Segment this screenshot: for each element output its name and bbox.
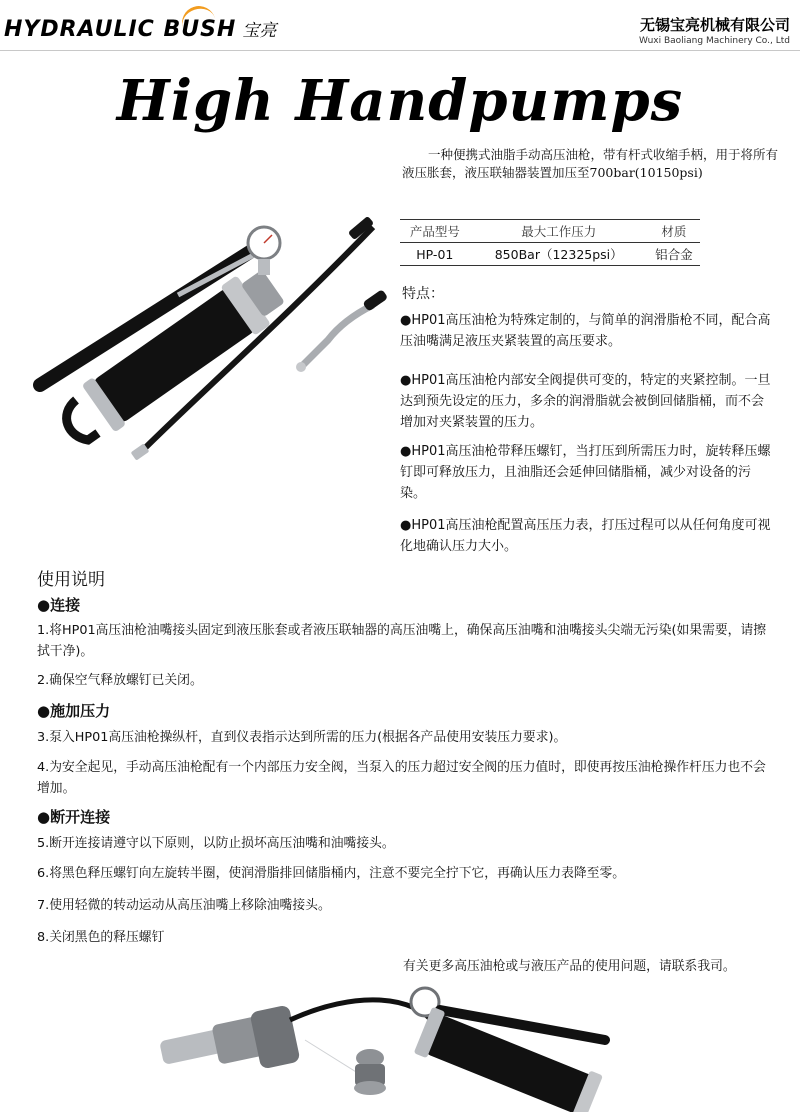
cell-pressure: 850Bar（12325psi） [470,243,648,266]
feature-item: ●HP01高压油枪内部安全阀提供可变的，特定的夹紧控制。一旦达到预先设定的压力，多余的润滑脂就会被倒回储脂桶，而不会增加对夹紧装置的压力。 [400,373,771,430]
handpump-photo [28,215,388,475]
step-item: 5.断开连接请遵守以下原则，以防止损坏高压油嘴和油嘴接头。 [37,836,395,851]
intro-text [402,146,787,182]
contact-note: 有关更多高压油枪或与液压产品的使用问题，请联系我司。 [403,959,736,974]
brand-name-cn: 宝亮 [242,21,277,41]
cell-model: HP-01 [400,243,470,266]
header-divider [0,50,800,51]
spec-table [400,219,700,266]
step-item: 6.将黑色释压螺钉向左旋转半圈，使润滑脂排回储脂桶内，注意不要完全拧下它，再确认压力表降至零。 [37,866,626,881]
nozzle-tip [296,362,306,372]
brand-logo [4,16,276,42]
col-header-material: 材质 [648,220,700,243]
step-item: 4.为安全起见，手动高压油枪配有一个内部压力安全阀，当泵入的压力超过安全阀的压力值时，即使再按压油枪操作杆压力也不会增加。 [37,760,766,796]
step-item: 2.确保空气释放螺钉已关闭。 [37,673,203,688]
section-heading-connect: ●连接 [37,596,81,614]
intro-paragraph: 一种便携式油脂手动高压油枪，带有杆式收缩手柄，用于将所有液压胀套，液压联轴器装置加压至700bar(10150psi) [402,147,779,180]
feature-item: ●HP01高压油枪为特殊定制的，与简单的润滑脂枪不同，配合高压油嘴满足液压夹紧装置的高压要求。 [400,313,771,349]
section-heading-disconnect: ●断开连接 [37,808,111,826]
col-header-pressure: 最大工作压力 [470,220,648,243]
grease-nipple-photo [354,1049,386,1095]
col-header-model: 产品型号 [400,220,470,243]
page-title: High Handpumps [116,68,684,134]
step-item: 7.使用轻微的转动运动从高压油嘴上移除油嘴接头。 [37,898,331,913]
cell-material: 铝合金 [648,243,700,266]
company-name-en: Wuxi Baoliang Machinery Co., Ltd [639,36,790,46]
table-header-row [400,220,700,243]
table-row [400,243,700,266]
brand-name-en: HYDRAULIC BUSH [4,17,237,42]
feature-item: ●HP01高压油枪配置高压压力表，打压过程可以从任何角度可视化地确认压力大小。 [400,518,771,554]
step-item: 3.泵入HP01高压油枪操纵杆，直到仪表指示达到所需的压力(根据各产品使用安装压力要求)。 [37,730,567,745]
coupler-assembly [159,1004,300,1069]
company-name-cn: 无锡宝亮机械有限公司 [639,16,790,34]
pump-with-coupler-photo [155,980,615,1112]
step-item: 1.将HP01高压油枪油嘴接头固定到液压胀套或者液压联轴器的高压油嘴上，确保高压油嘴和油嘴接头尖端无污染(如果需要，请擦拭干净)。 [37,623,767,659]
company-info [639,14,790,46]
feature-item: ●HP01高压油枪带释压螺钉，当打压到所需压力时，旋转释压螺钉即可释放压力，且油脂还会延伸回储脂桶，减少对设备的污染。 [400,444,771,501]
section-heading-pressure: ●施加压力 [37,702,111,720]
nozzle-tube [303,305,373,365]
step-item: 8.关闭黑色的释压螺钉 [37,930,165,945]
usage-heading: 使用说明 [37,570,105,590]
features-heading: 特点： [402,286,444,302]
pump-hook [67,400,98,440]
